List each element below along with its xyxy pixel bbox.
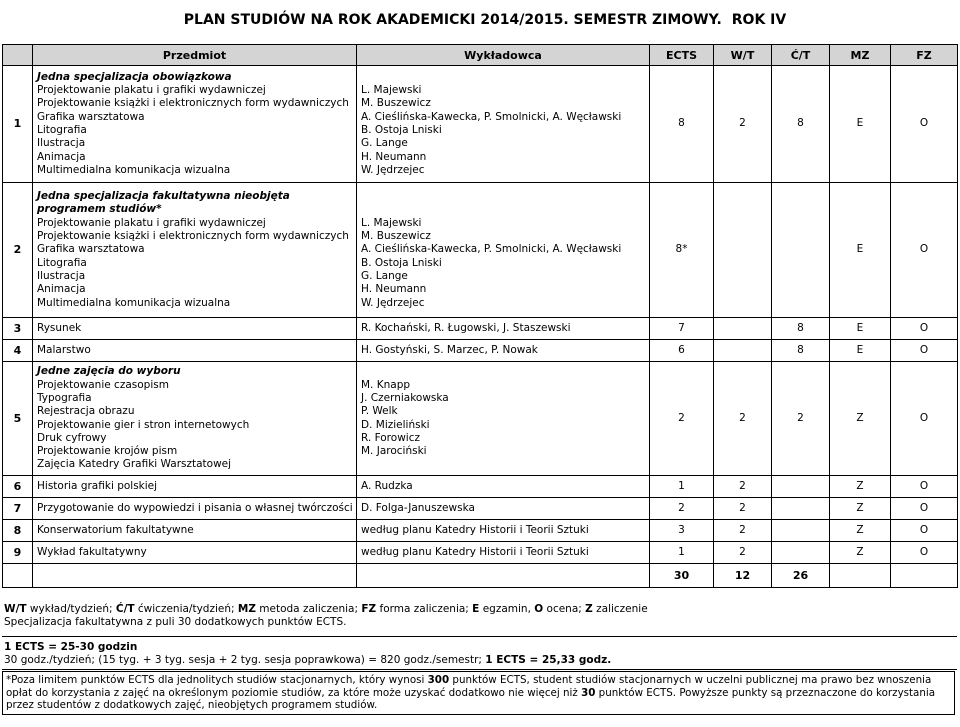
wt-value: 2 — [714, 498, 772, 520]
fz-value: O — [891, 340, 958, 362]
lecturer: D. Folga-Januszewska — [357, 498, 650, 520]
wt-value — [714, 183, 772, 318]
fz-value: O — [891, 66, 958, 183]
lecturer: R. Forowicz — [361, 431, 420, 444]
row-number: 4 — [3, 340, 33, 362]
lecturer: L. Majewski — [361, 216, 422, 229]
table-row — [3, 362, 958, 476]
row-number: 1 — [3, 66, 33, 183]
subject: Multimedialna komunikacja wizualna — [37, 163, 231, 176]
lecturer: R. Kochański, R. Ługowski, J. Staszewski — [357, 318, 650, 340]
subject: Grafika warsztatowa — [37, 243, 145, 256]
lecturer: P. Welk — [361, 405, 398, 418]
ct-value — [772, 476, 830, 498]
ects-value: 1 — [650, 476, 714, 498]
group-header: Jedna specjalizacja fakultatywna nieobjęta programem studiów* — [37, 190, 290, 216]
row-number: 6 — [3, 476, 33, 498]
lecturer: M. Buszewicz — [361, 97, 431, 110]
lecturer: A. Cieślińska-Kawecka, P. Smolnicki, A. Węcławski — [361, 243, 622, 256]
lecturer: D. Mizieliński — [361, 418, 430, 431]
mz-value: Z — [830, 520, 891, 542]
wt-value — [714, 340, 772, 362]
mz-value: Z — [830, 498, 891, 520]
legend-line: W/T wykład/tydzień; Ć/T ćwiczenia/tydzień; MZ metoda zaliczenia; FZ forma zaliczenia; E egzamin, O ocena; Z zaliczenie — [4, 603, 648, 615]
mz-value: E — [830, 318, 891, 340]
lecturer: L. Majewski — [361, 84, 422, 97]
col-subject: Przedmiot — [33, 45, 357, 66]
lecturer: G. Lange — [361, 137, 408, 150]
lecturer: W. Jędrzejec — [361, 163, 425, 176]
lecturer: M. Buszewicz — [361, 230, 431, 243]
total-wt: 12 — [714, 564, 772, 588]
lecturer: H. Gostyński, S. Marzec, P. Nowak — [357, 340, 650, 362]
mz-value: E — [830, 183, 891, 318]
subject: Projektowanie plakatu i grafiki wydawniczej — [37, 216, 266, 229]
ects-calculation: 30 godz./tydzień; (15 tyg. + 3 tyg. sesja + 2 tyg. sesja poprawkowa) = 820 godz./semestr; 1 ECTS = 25,33 godz. — [4, 654, 612, 666]
subject: Projektowanie krojów pism — [37, 445, 178, 458]
ects-definition: 1 ECTS = 25-30 godzin — [4, 641, 138, 653]
subject: Ilustracja — [37, 137, 86, 150]
ects-value: 6 — [650, 340, 714, 362]
ct-value: 2 — [772, 362, 830, 476]
table-row — [3, 498, 958, 520]
row-number: 5 — [3, 362, 33, 476]
table-row — [3, 542, 958, 564]
ct-value — [772, 183, 830, 318]
wt-value — [714, 318, 772, 340]
subject-cell — [33, 66, 357, 183]
col-wt: W/T — [714, 45, 772, 66]
wt-value: 2 — [714, 542, 772, 564]
row-number: 2 — [3, 183, 33, 318]
table-row — [3, 476, 958, 498]
subject: Multimedialna komunikacja wizualna — [37, 296, 231, 309]
ects-value: 2 — [650, 362, 714, 476]
fz-value: O — [891, 498, 958, 520]
subject: Rejestracja obrazu — [37, 405, 135, 418]
col-ct: Ć/T — [772, 45, 830, 66]
group-header: Jedna specjalizacja obowiązkowa — [37, 70, 232, 83]
mz-value: Z — [830, 476, 891, 498]
ects-value: 3 — [650, 520, 714, 542]
col-fz: FZ — [891, 45, 958, 66]
title-main: PLAN STUDIÓW NA ROK AKADEMICKI 2014/2015. SEMESTR ZIMOWY. — [183, 12, 722, 28]
lecturer-cell — [357, 66, 650, 183]
ects-value: 7 — [650, 318, 714, 340]
subject: Projektowanie książki i elektronicznych form wydawniczych — [37, 230, 349, 243]
lecturer: J. Czerniakowska — [361, 391, 449, 404]
ct-value: 8 — [772, 66, 830, 183]
total-ct: 26 — [772, 564, 830, 588]
subject: Wykład fakultatywny — [33, 542, 357, 564]
subject: Projektowanie książki i elektronicznych form wydawniczych — [37, 97, 349, 110]
mz-value: Z — [830, 542, 891, 564]
subject: Litografia — [37, 124, 87, 136]
legend — [4, 603, 956, 629]
table-row — [3, 318, 958, 340]
ct-value: 8 — [772, 340, 830, 362]
wt-value: 2 — [714, 362, 772, 476]
ects-value: 1 — [650, 542, 714, 564]
subject: Animacja — [37, 150, 86, 163]
lecturer: M. Knapp — [361, 378, 411, 391]
table-header-row — [3, 45, 958, 66]
fz-value: O — [891, 362, 958, 476]
mz-value: E — [830, 66, 891, 183]
mz-value: E — [830, 340, 891, 362]
lecturer: według planu Katedry Historii i Teorii Sztuki — [357, 520, 650, 542]
ct-value — [772, 520, 830, 542]
study-plan-table — [2, 44, 958, 588]
fz-value: O — [891, 542, 958, 564]
fz-value: O — [891, 318, 958, 340]
lecturer: H. Neumann — [361, 150, 427, 163]
subject: Litografia — [37, 256, 87, 269]
wt-value: 2 — [714, 66, 772, 183]
lecturer: według planu Katedry Historii i Teorii Sztuki — [357, 542, 650, 564]
ects-value: 8 — [650, 66, 714, 183]
lecturer: M. Jarociński — [361, 445, 427, 458]
lecturer: G. Lange — [361, 269, 408, 282]
ects-value: 8* — [650, 183, 714, 318]
col-lecturer: Wykładowca — [357, 45, 650, 66]
subject: Malarstwo — [33, 340, 357, 362]
row-number: 9 — [3, 542, 33, 564]
subject: Historia grafiki polskiej — [33, 476, 357, 498]
subject: Typografia — [37, 391, 92, 404]
subject: Ilustracja — [37, 269, 86, 282]
ects-info — [4, 641, 956, 667]
group-header: Jedne zajęcia do wyboru — [37, 365, 181, 378]
lecturer-cell — [357, 183, 650, 318]
subject: Animacja — [37, 283, 86, 296]
lecturer-cell — [357, 362, 650, 476]
table-row — [3, 183, 958, 318]
subject: Przygotowanie do wypowiedzi i pisania o własnej twórczości — [33, 498, 357, 520]
ct-value — [772, 498, 830, 520]
wt-value: 2 — [714, 520, 772, 542]
lecturer: H. Neumann — [361, 283, 427, 296]
table-row — [3, 520, 958, 542]
ct-value: 8 — [772, 318, 830, 340]
subject: Rysunek — [33, 318, 357, 340]
lecturer: W. Jędrzejec — [361, 296, 425, 309]
mz-value: Z — [830, 362, 891, 476]
subject: Konserwatorium fakultatywne — [33, 520, 357, 542]
lecturer: A. Cieślińska-Kawecka, P. Smolnicki, A. Węcławski — [361, 110, 622, 123]
row-number: 3 — [3, 318, 33, 340]
subject: Zajęcia Katedry Grafiki Warsztatowej — [37, 458, 232, 471]
subject: Projektowanie czasopism — [37, 378, 169, 391]
subject-cell — [33, 183, 357, 318]
subject: Grafika warsztatowa — [37, 110, 145, 123]
wt-value: 2 — [714, 476, 772, 498]
subject: Projektowanie plakatu i grafiki wydawniczej — [37, 84, 266, 97]
table-row — [3, 340, 958, 362]
title-year: ROK IV — [731, 12, 787, 28]
lecturer: A. Rudzka — [357, 476, 650, 498]
legend-note: Specjalizacja fakultatywna z puli 30 dodatkowych punktów ECTS. — [4, 616, 347, 628]
lecturer: B. Ostoja Lniski — [361, 124, 442, 136]
col-mz: MZ — [830, 45, 891, 66]
table-row — [3, 66, 958, 183]
page-title — [0, 12, 960, 28]
col-ects: ECTS — [650, 45, 714, 66]
subject: Projektowanie gier i stron internetowych — [37, 418, 250, 431]
total-ects: 30 — [650, 564, 714, 588]
subject: Druk cyfrowy — [37, 431, 107, 444]
lecturer: B. Ostoja Lniski — [361, 256, 442, 269]
subject-cell — [33, 362, 357, 476]
footnote: *Poza limitem punktów ECTS dla jednolitych studiów stacjonarnych, który wynosi 300 punktów ECTS, student studiów stacjonarnych w uczelni publicznej ma prawo bez wnoszenia opłat do korzystania z zajęć na określonym poziomie studiów, za które może uzyskać dodatkowo nie więcej niż 30 punktów ECTS. Powyższe punkty są przeznaczone do korzystania przez studentów z dodatkowych zajęć, nieobjętych programem studiów. — [2, 671, 955, 715]
fz-value: O — [891, 183, 958, 318]
ects-value: 2 — [650, 498, 714, 520]
fz-value: O — [891, 476, 958, 498]
ct-value — [772, 542, 830, 564]
totals-row — [3, 564, 958, 588]
fz-value: O — [891, 520, 958, 542]
row-number: 7 — [3, 498, 33, 520]
row-number: 8 — [3, 520, 33, 542]
